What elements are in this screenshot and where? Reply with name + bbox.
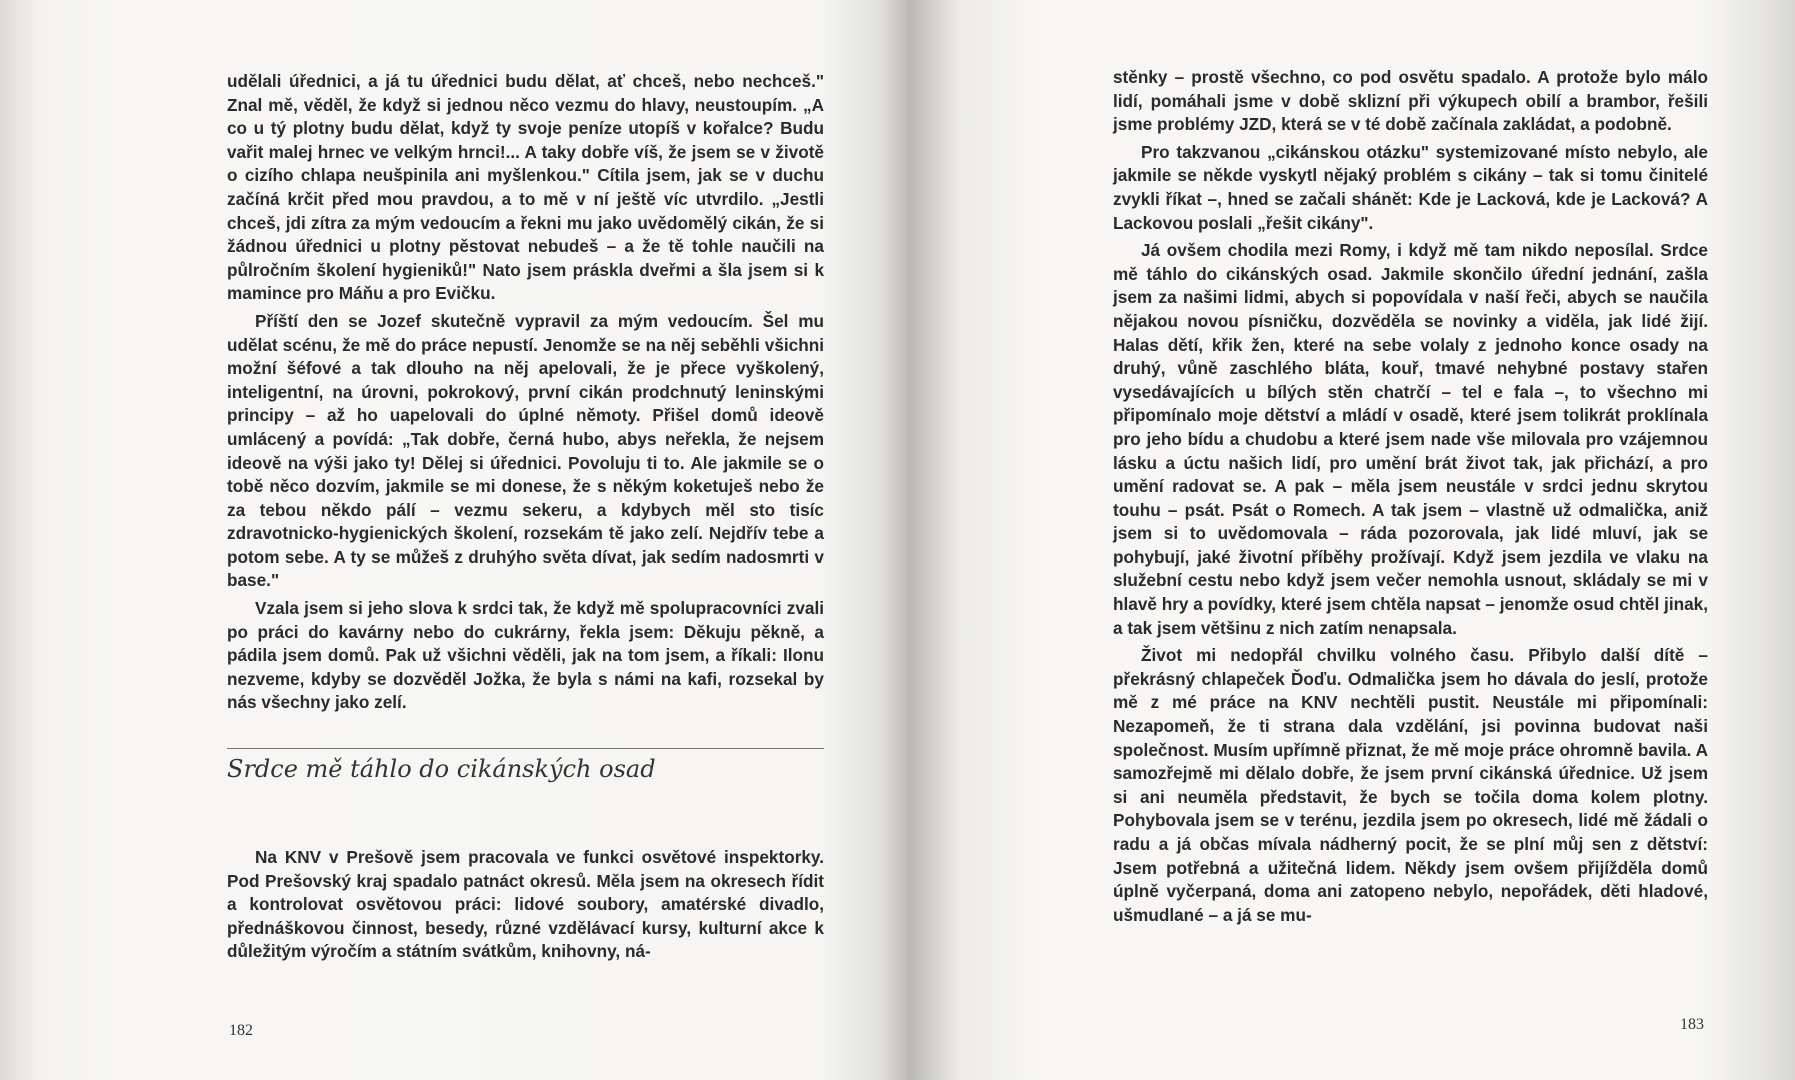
section-title: Srdce mě táhlo do cikánských osad (227, 748, 824, 783)
paragraph: Příští den se Jozef skutečně vypravil za mým vedoucím. Šel mu udělat scénu, že mě do práce nepustí. Jenomže se na něj seběhli všichni možní šéfové a tak dlouho na něj apelovali, že je přece vyškolený, inteligentní, na úrovni, pokrokový, první cikán prodchnutý leninskými principy – až ho uapelovali do úplné němoty. Přišel domů ideově umlácený a povídá: „Tak dobře, černá hubo, abys neřekla, že nejsem ideově na výši jako ty! Dělej si úřednici. Povoluju ti to. Ale jakmile se o tobě něco dozvím, jakmile se mi donese, že s někým koketuješ nebo že za tebou někdo pálí – vezmu sekeru, a kdybych měl sto tisíc zdravotnicko-hygienických školení, rozsekám tě jako zelí. Nejdřív tebe a potom sebe. A ty se můžeš z druhýho světa dívat, jak sedím nadosmrti v base." (227, 310, 824, 591)
left-page-top-text (227, 70, 824, 715)
page-number-left: 182 (229, 1022, 253, 1039)
paragraph: Život mi nedopřál chvilku volného času. Přibylo další dítě – překrásný chlapeček Ďoďu. Odmalička jsem ho dávala do jeslí, protože mě z mé práce na KNV nechtěli pustit. Neustále mi připomínali: Nezapomeň, že ti strana dala vzdělání, jsi povinna budovat naši společnost. Musím upřímně přiznat, že mě moje práce ohromně bavila. A samozřejmě mi dělalo dobře, že jsem první cikánská úřednice. Už jsem si ani neuměla představit, že bych se točila doma kolem plotny. Pohybovala jsem se v terénu, jezdila jsem po okresech, lidé mě žádali o radu a já občas mívala nádherný pocit, že se plní můj sen z dětství: Jsem potřebná a užitečná lidem. Někdy jsem ovšem přijížděla domů úplně vyčerpaná, doma ani zatopeno nebylo, nepořádek, děti hladové, ušmudlané – a já se mu- (1113, 645, 1708, 925)
left-page-bottom-text (227, 842, 824, 964)
left-page (0, 0, 897, 1080)
paragraph: Pro takzvanou „cikánskou otázku" systemizované místo nebylo, ale jakmile se někde vyskytl nějaký problém s cikány – tak si tomu činitelé zvykli říkat –, hned se začali shánět: Kde je Lacková, kde je Lacková? A Lackovou poslali „řešit cikány". (1113, 141, 1708, 233)
right-page (897, 0, 1795, 1080)
paragraph: Vzala jsem si jeho slova k srdci tak, že když mě spolupracovníci zvali po práci do kavárny nebo do cukrárny, řekla jsem: Děkuju pěkně, a pádila jsem domů. Pak už všichni věděli, jak na tom jsem, a říkali: Ilonu nezveme, kdyby se dozvěděl Jožka, že byla s námi na kafi, rozsekal by nás všechny jako zelí. (227, 598, 824, 713)
paragraph: stěnky – prostě všechno, co pod osvětu spadalo. A protože bylo málo lidí, pomáhali jsme v době sklizní při výkupech obilí a brambor, řešili jsme problémy JZD, která se v té době začínala zakládat, a podobně. (1113, 67, 1708, 135)
paragraph: udělali úřednici, a já tu úřednici budu dělat, ať chceš, nebo nechceš." Znal mě, věděl, že když si jednou něco vezmu do hlavy, neustoupím. „A co u tý plotny budu dělat, když ty svoje peníze utopíš v kořalce? Budu vařit malej hrnec ve velkým hrnci!... A taky dobře víš, že jsem se v životě o cizího chlapa neušpinila ani myšlenkou." Cítila jsem, jak se v duchu začíná krčit před mou pravdou, a to mě v ní ještě víc utvrdilo. „Jestli chceš, jdi zítra za mým vedoucím a řekni mu jako uvědomělý cikán, že si žádnou úřednici u plotny pěstovat nebudeš – a že tě tohle naučili na půlročním školení hygieniků!" Nato jsem práskla dveřmi a šla jsem si k mamince pro Máňu a pro Evičku. (227, 71, 824, 304)
page-number-right: 183 (1680, 1016, 1704, 1033)
paragraph: Já ovšem chodila mezi Romy, i když mě tam nikdo neposílal. Srdce mě táhlo do cikánských osad. Jakmile skončilo úřední jednání, zašla jsem za našimi lidmi, abych si popovídala v naší řeči, abych se naučila nějakou novou písničku, dozvěděla se novinky a viděla, jak lidé žijí. Halas dětí, křik žen, které na sebe volaly z jednoho konce osady na druhý, vůně zaschlého bláta, kouř, tmavé nehybné postavy stařen vysedávajících u bílých stěn chatrčí – tel e fala –, to všechno mi připomínalo moje dětství a mládí v osadě, které jsem tolikrát proklínala pro jeho bídu a chudobu a které jsem nade vše milovala pro vzájemnou lásku a úctu našich lidí, pro umění brát život tak, jak přichází, a pro umění radovat se. A pak – měla jsem neustále v srdci jednu skrytou touhu – psát. Psát o Romech. A tak jsem – vlastně už odmalička, aniž jsem si to uvědomovala – ráda pozorovala, jak lidé mluví, jak se pohybují, jaké životní příběhy prožívají. Když jsem jezdila ve vlaku na služební cestu nebo když jsem večer nemohla usnout, skládaly se mi v hlavě hry a povídky, které jsem chtěla napsat – jenomže osud chtěl jinak, a tak jsem většinu z nich zatím nenapsala. (1113, 240, 1708, 638)
paragraph: Na KNV v Prešově jsem pracovala ve funkci osvětové inspektorky. Pod Prešovský kraj spadalo patnáct okresů. Měla jsem na okresech řídit a kontrolovat osvětovou práci: lidové soubory, amatérské divadlo, přednáškovou činnost, besedy, různé vzdělávací kursy, kulturní akce k důležitým výročím a státním svátkům, knihovny, ná- (227, 847, 824, 962)
right-page-text (1113, 66, 1708, 927)
